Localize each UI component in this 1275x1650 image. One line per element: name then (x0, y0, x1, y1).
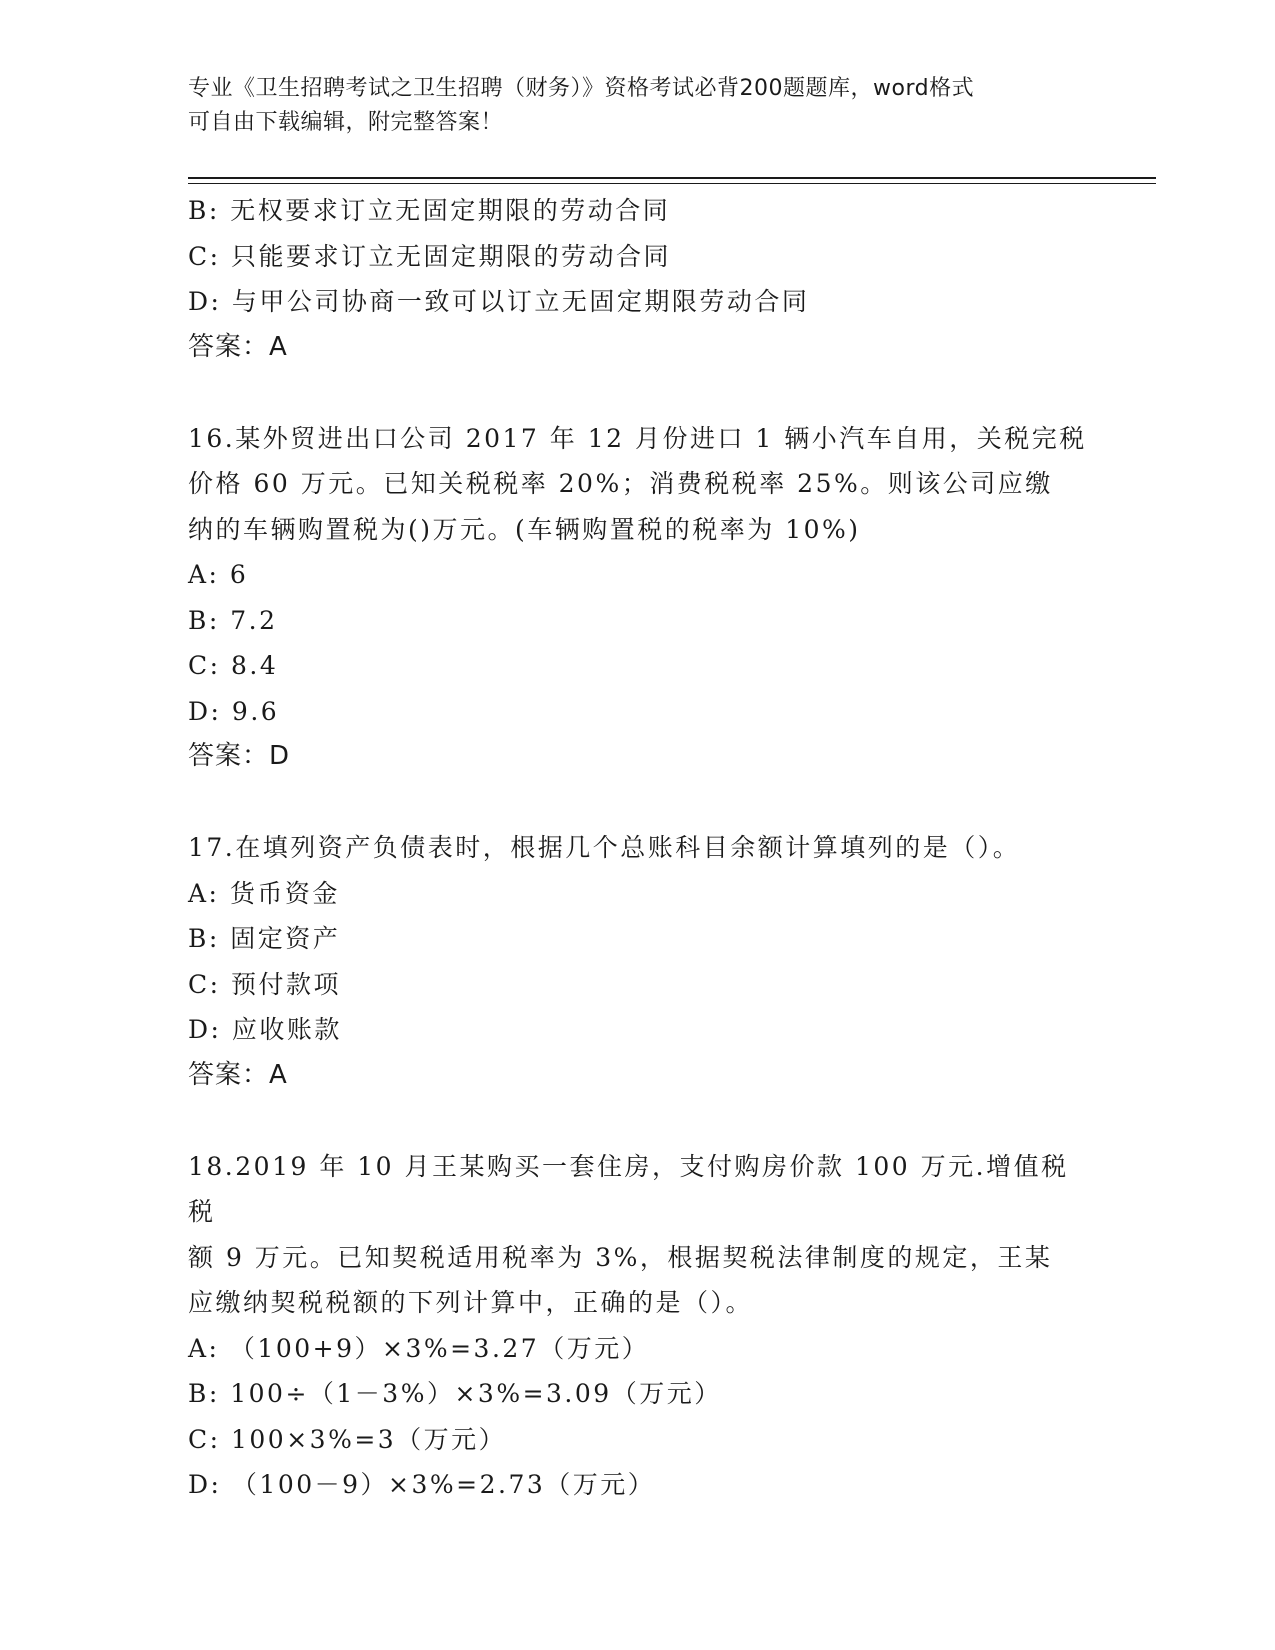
question-stem-line: 17.在填列资产负债表时，根据几个总账科目余额计算填列的是（）。 (188, 833, 1021, 862)
question-16 (188, 416, 1088, 780)
document-header (188, 72, 1088, 140)
header-divider-thick (188, 177, 1156, 179)
option-a: A: 6 (188, 560, 249, 589)
question-stem-line: 纳的车辆购置税为()万元。(车辆购置税的税率为 10%) (188, 514, 861, 544)
question-stem-line: 应缴纳契税税额的下列计算中，正确的是（）。 (188, 1288, 754, 1317)
header-line-1: 专业《卫生招聘考试之卫生招聘（财务）》资格考试必背200题题库，word格式 (188, 76, 975, 101)
option-d: D: 9.6 (188, 696, 280, 726)
option-b: B: 100÷（1－3%）×3%=3.09（万元） (188, 1379, 722, 1408)
answer-line: 答案：D (188, 741, 291, 771)
option-b: B: 固定资产 (188, 924, 341, 953)
question-stem-line: 16.某外贸进出口公司 2017 年 12 月份进口 1 辆小汽车自用，关税完税 (188, 423, 1087, 453)
question-list (188, 188, 1088, 1508)
option-d: D: 与甲公司协商一致可以订立无固定期限劳动合同 (188, 287, 810, 316)
answer-line: 答案：A (188, 331, 288, 362)
option-c: C: 预付款项 (188, 969, 341, 999)
question-stem-line: 额 9 万元。已知契税适用税率为 3%，根据契税法律制度的规定，王某 (188, 1242, 1053, 1272)
question-15 (188, 188, 1088, 370)
question-stem-line: 18.2019 年 10 月王某购买一套住房，支付购房价款 100 万元.增值税税 (188, 1151, 1069, 1226)
question-stem-line: 价格 60 万元。已知关税税率 20%；消费税税率 25%。则该公司应缴 (188, 469, 1053, 498)
option-a: A: 货币资金 (188, 878, 340, 908)
question-17 (188, 825, 1088, 1098)
option-d: D: （100－9）×3%=2.73（万元） (188, 1470, 656, 1499)
option-c: C: 8.4 (188, 651, 279, 680)
option-b: B: 无权要求订立无固定期限的劳动合同 (188, 196, 671, 225)
option-d: D: 应收账款 (188, 1015, 342, 1044)
option-c: C: 只能要求订立无固定期限的劳动合同 (188, 241, 671, 271)
option-a: A: （100+9）×3%=3.27（万元） (188, 1333, 650, 1363)
option-b: B: 7.2 (188, 605, 278, 635)
header-divider-thin (188, 183, 1156, 184)
header-line-2: 可自由下载编辑，附完整答案！ (188, 110, 504, 135)
answer-line: 答案：A (188, 1059, 288, 1090)
question-18 (188, 1144, 1088, 1508)
option-c: C: 100×3%=3（万元） (188, 1424, 507, 1454)
